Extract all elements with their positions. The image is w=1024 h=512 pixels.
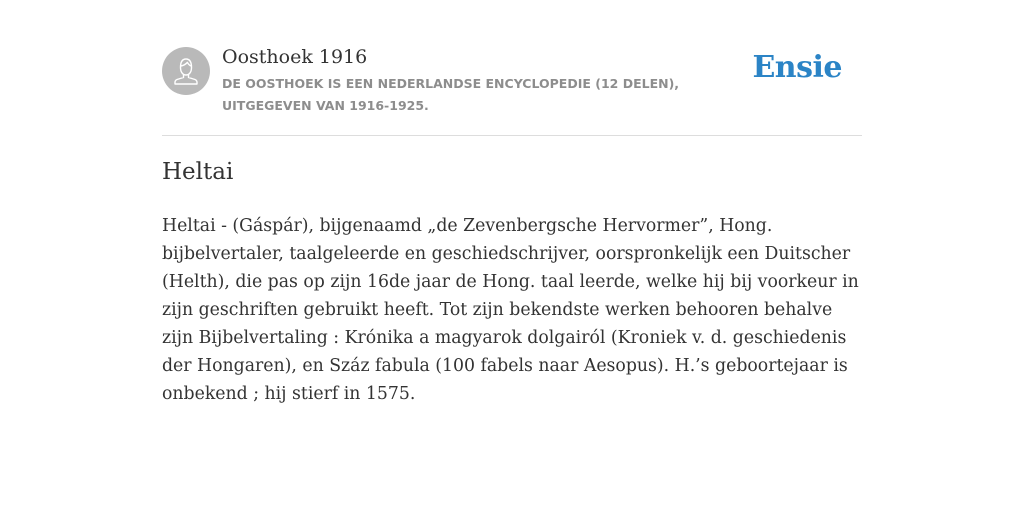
user-icon [162, 47, 210, 95]
source-title[interactable]: Oosthoek 1916 [222, 46, 368, 68]
entry-body: Heltai - (Gáspár), bijgenaamd „de Zevenbergsche Hervormer”, Hong. bijbelvertaler, taalgeleerde en geschiedschrijver, oorspronkelijk een Duitscher (Helth), die pas op zijn 16de jaar de Hong. taal leerde, welke hij bij voorkeur in zijn geschriften gebruikt heeft. Tot zijn bekendste werken behooren behalve zijn Bijbelvertaling : Krónika a magyarok dolgairól (Kroniek v. d. geschiedenis der Hongaren), en Száz fabula (100 fabels naar Aesopus). H.’s geboortejaar is onbekend ; hij stierf in 1575. [162, 216, 859, 404]
ensie-logo-link[interactable]: Ensie [752, 50, 842, 85]
source-avatar[interactable] [162, 47, 210, 95]
source-header [162, 42, 862, 136]
source-description: DE OOSTHOEK IS EEN NEDERLANDSE ENCYCLOPEDIE (12 DELEN), UITGEGEVEN VAN 1916-1925. [222, 76, 680, 113]
entry-title: Heltai [162, 159, 234, 185]
